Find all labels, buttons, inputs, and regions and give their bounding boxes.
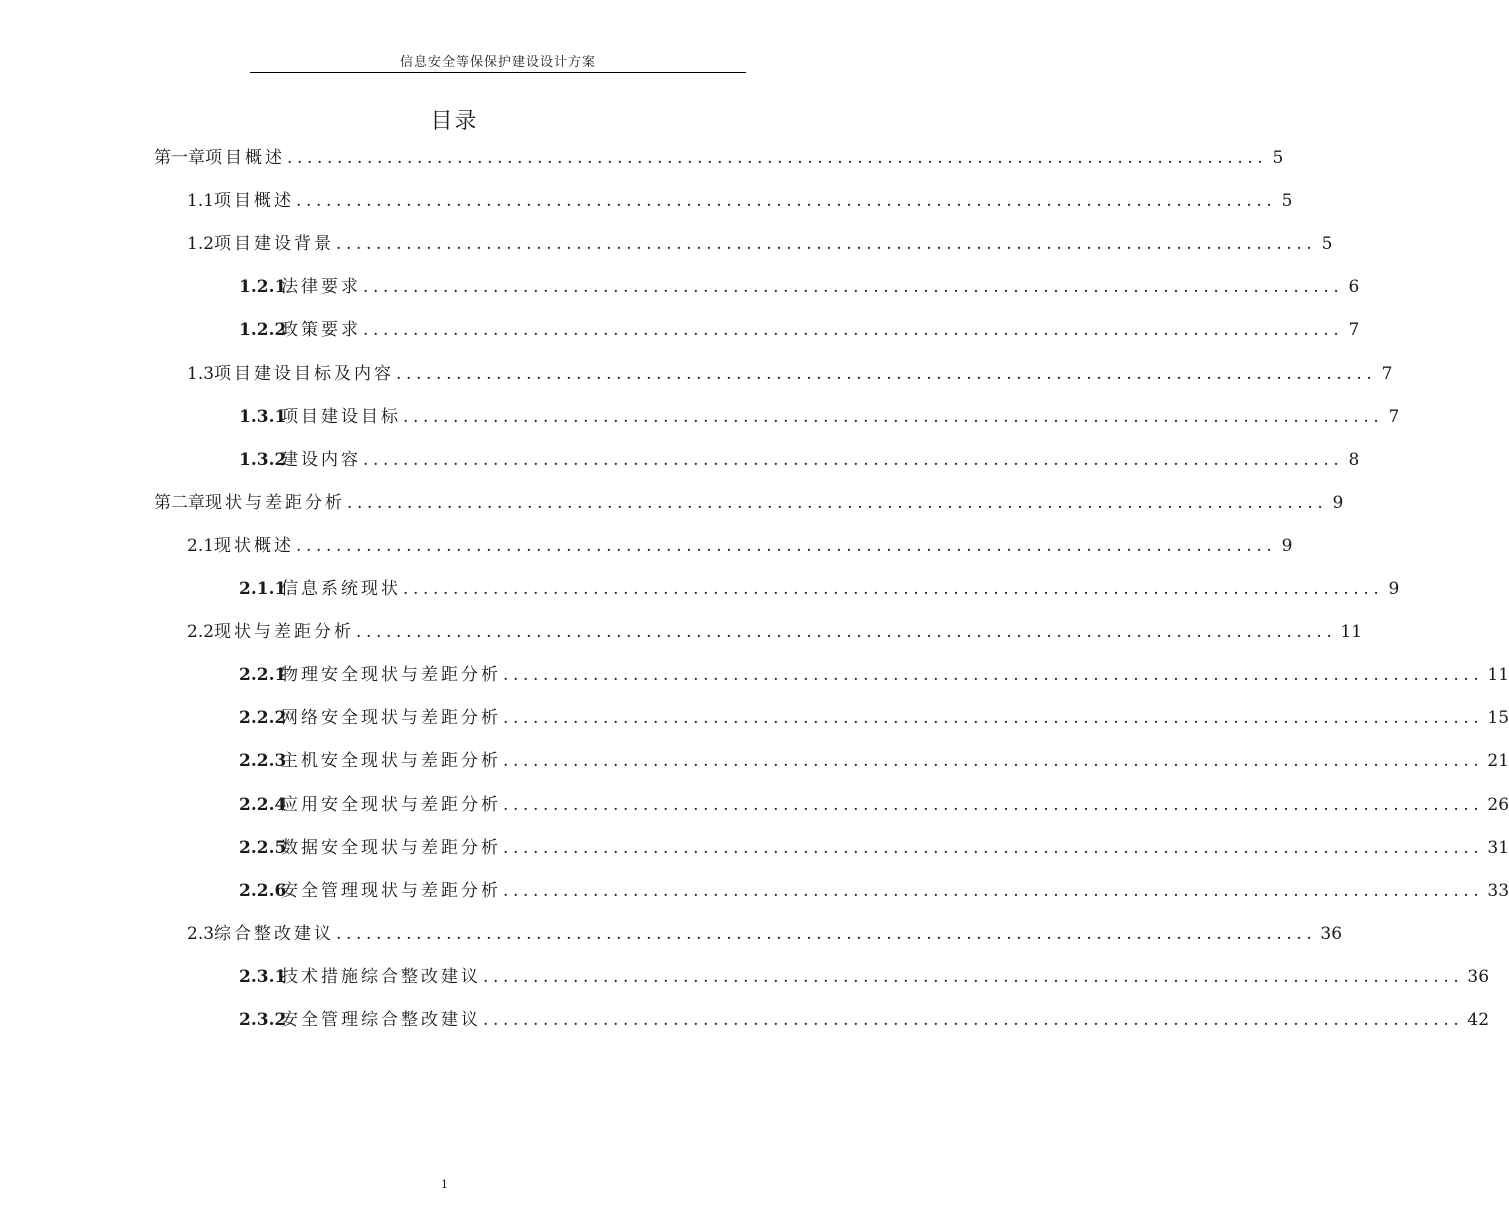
- toc-entry-number: 第二章: [154, 493, 205, 513]
- toc-entry-page: 8: [1348, 450, 1360, 470]
- toc-dot-leader: ..................................................................................................: [403, 579, 1384, 599]
- toc-entry-number: 1.2: [187, 234, 215, 254]
- toc-dot-leader: ..................................................................................................: [363, 320, 1344, 340]
- toc-entry[interactable]: [187, 231, 1333, 257]
- toc-dot-leader: ..................................................................................................: [336, 234, 1317, 254]
- toc-entry[interactable]: [239, 964, 1490, 990]
- toc-entry-number: 1.2.1: [239, 277, 287, 297]
- toc-entry-page: 42: [1467, 1010, 1490, 1030]
- toc-entry[interactable]: [239, 662, 1509, 688]
- toc-dot-leader: ..................................................................................................: [396, 364, 1377, 384]
- toc-entry-page: 9: [1281, 536, 1293, 556]
- toc-entry-number: 2.2.3: [239, 751, 287, 771]
- toc-entry-text: 项目建设目标及内容: [214, 364, 395, 384]
- toc-dot-leader: ..................................................................................................: [503, 795, 1484, 815]
- toc-entry-number: 1.3.1: [239, 407, 287, 427]
- toc-entry-number: 2.1.1: [239, 579, 287, 599]
- toc-entry-text: 现状概述: [214, 536, 295, 556]
- toc-dot-leader: ..................................................................................................: [503, 751, 1484, 771]
- toc-entry-number: 2.2: [187, 622, 215, 642]
- toc-entry[interactable]: [187, 619, 1363, 645]
- toc-entry-number: 2.3: [187, 924, 215, 944]
- toc-entry-page: 33: [1487, 881, 1509, 901]
- toc-entry-text: 建设内容: [281, 450, 361, 470]
- toc-entry[interactable]: [187, 533, 1293, 559]
- toc-entry-page: 11: [1340, 622, 1363, 642]
- toc-entry-text: 技术措施综合整改建议: [281, 967, 481, 987]
- toc-entry[interactable]: [239, 1007, 1490, 1033]
- toc-dot-leader: ..................................................................................................: [483, 1010, 1464, 1030]
- toc-entry-page: 7: [1348, 320, 1360, 340]
- toc-entry-text: 物理安全现状与差距分析: [281, 665, 501, 685]
- toc-entry-page: 9: [1332, 493, 1344, 513]
- toc-entry-text: 项目概述: [214, 191, 295, 211]
- toc-entry-text: 信息系统现状: [281, 579, 401, 599]
- toc-entry[interactable]: [239, 576, 1400, 602]
- toc-entry-number: 1.2.2: [239, 320, 287, 340]
- toc-entry-page: 26: [1487, 795, 1509, 815]
- toc-dot-leader: ..................................................................................................: [356, 622, 1337, 642]
- footer-page-number: 1: [441, 1178, 448, 1191]
- toc-entry[interactable]: [187, 361, 1393, 387]
- header-divider: [250, 72, 746, 73]
- toc-dot-leader: ..................................................................................................: [336, 924, 1317, 944]
- toc-entry[interactable]: [154, 145, 1284, 171]
- toc-entry-text: 安全管理现状与差距分析: [281, 881, 501, 901]
- toc-entry-page: 36: [1467, 967, 1490, 987]
- toc-dot-leader: ..................................................................................................: [503, 665, 1484, 685]
- toc-entry-number: 2.2.4: [239, 795, 287, 815]
- toc-title: 目录: [430, 109, 479, 134]
- toc-entry-text: 现状与差距分析: [214, 622, 355, 642]
- toc-entry-number: 2.2.2: [239, 708, 287, 728]
- toc-entry-text: 项目建设目标: [281, 407, 401, 427]
- toc-entry-page: 11: [1487, 665, 1509, 685]
- toc-entry-text: 网络安全现状与差距分析: [281, 708, 501, 728]
- toc-dot-leader: ..................................................................................................: [503, 708, 1484, 728]
- toc-entry-page: 31: [1487, 838, 1509, 858]
- toc-entry-text: 法律要求: [281, 277, 361, 297]
- toc-entry-number: 1.3.2: [239, 450, 287, 470]
- toc-entry-text: 综合整改建议: [214, 924, 335, 944]
- toc-entry-page: 21: [1487, 751, 1509, 771]
- toc-entry-page: 6: [1348, 277, 1360, 297]
- toc-entry[interactable]: [239, 447, 1360, 473]
- toc-entry-page: 7: [1388, 407, 1400, 427]
- toc-entry[interactable]: [239, 748, 1509, 774]
- toc-dot-leader: ..................................................................................................: [503, 838, 1484, 858]
- toc-entry-number: 2.3.2: [239, 1010, 287, 1030]
- toc-dot-leader: ..................................................................................................: [363, 277, 1344, 297]
- toc-dot-leader: ..................................................................................................: [403, 407, 1384, 427]
- toc-entry-page: 5: [1272, 148, 1284, 168]
- page-header-title: 信息安全等保保护建设设计方案: [399, 55, 596, 70]
- toc-entry-text: 数据安全现状与差距分析: [281, 838, 501, 858]
- toc-entry[interactable]: [239, 835, 1509, 861]
- toc-dot-leader: ..................................................................................................: [296, 191, 1277, 211]
- toc-dot-leader: ..................................................................................................: [347, 493, 1328, 513]
- toc-entry-page: 5: [1281, 191, 1293, 211]
- toc-entry-text: 应用安全现状与差距分析: [281, 795, 501, 815]
- toc-entry-number: 2.2.1: [239, 665, 287, 685]
- toc-entry[interactable]: [239, 317, 1360, 343]
- toc-entry[interactable]: [187, 921, 1343, 947]
- toc-entry-number: 2.2.5: [239, 838, 287, 858]
- toc-entry[interactable]: [239, 878, 1509, 904]
- toc-entry-text: 主机安全现状与差距分析: [281, 751, 501, 771]
- toc-entry-page: 7: [1381, 364, 1393, 384]
- toc-entry[interactable]: [239, 274, 1360, 300]
- toc-entry-text: 安全管理综合整改建议: [281, 1010, 481, 1030]
- toc-entry[interactable]: [187, 188, 1293, 214]
- toc-dot-leader: ..................................................................................................: [503, 881, 1484, 901]
- toc-entry-number: 1.1: [187, 191, 215, 211]
- toc-dot-leader: ..................................................................................................: [296, 536, 1277, 556]
- toc-entry-number: 1.3: [187, 364, 215, 384]
- toc-dot-leader: ..................................................................................................: [483, 967, 1464, 987]
- toc-entry-number: 第一章: [154, 148, 205, 168]
- toc-dot-leader: ..................................................................................................: [363, 450, 1344, 470]
- toc-entry-text: 项目概述: [205, 148, 285, 168]
- toc-entry-page: 9: [1388, 579, 1400, 599]
- toc-entry-page: 5: [1321, 234, 1333, 254]
- toc-entry-text: 政策要求: [281, 320, 361, 340]
- toc-entry[interactable]: [154, 490, 1344, 516]
- toc-entry-number: 2.3.1: [239, 967, 287, 987]
- toc-entry[interactable]: [239, 404, 1400, 430]
- toc-entry[interactable]: [239, 792, 1509, 818]
- toc-entry-number: 2.2.6: [239, 881, 287, 901]
- toc-entry[interactable]: [239, 705, 1509, 731]
- toc-entry-number: 2.1: [187, 536, 215, 556]
- toc-entry-text: 项目建设背景: [214, 234, 335, 254]
- toc-entry-page: 36: [1320, 924, 1343, 944]
- toc-entry-page: 15: [1487, 708, 1509, 728]
- toc-entry-text: 现状与差距分析: [205, 493, 345, 513]
- toc-dot-leader: ..................................................................................................: [287, 148, 1268, 168]
